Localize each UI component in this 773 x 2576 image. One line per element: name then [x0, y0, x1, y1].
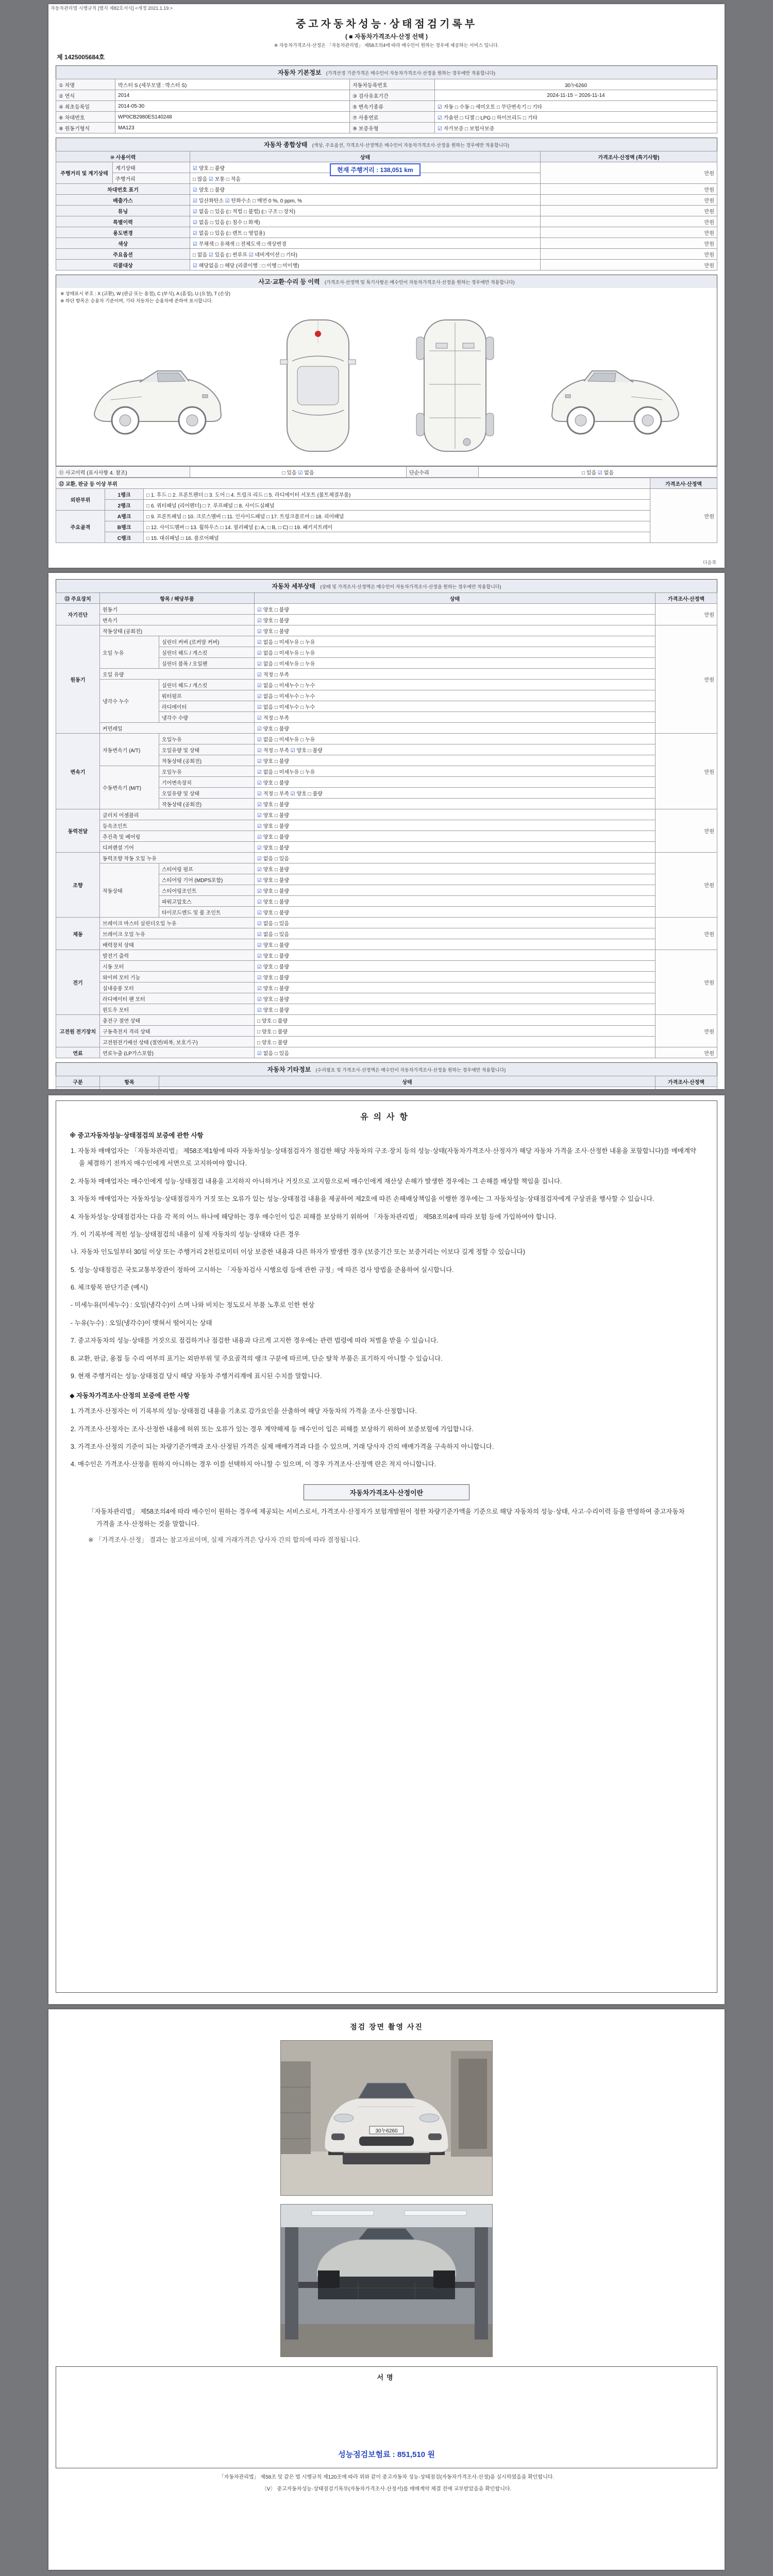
- basic-info-table: [56, 79, 717, 133]
- section-comprehensive-note: (색상, 주요옵션, 가격조사·산정액은 매수인이 자동차가격조사·산정을 원하는 경우에만 적용합니다): [312, 143, 510, 148]
- accident-legend: [56, 288, 717, 305]
- cell: □ 있음 ☑ 없음: [190, 467, 407, 478]
- appraisal-definition-note: ※ 「가격조사·산정」 결과는 참고자료이며, 실제 거래가격은 당사자 간의 합의에 따라 결정됩니다.: [88, 1536, 361, 1544]
- cell: 원동기: [56, 625, 100, 734]
- cell: 만원: [656, 734, 717, 809]
- notice-line: 3. 자동차 매매업자는 자동차성능·상태점검자가 거짓 또는 오류가 있는 성능·상태점검 내용을 제공하여 제2호에 따른 손해배상책임을 이행한 경우에는 그 자동차성능·상태점검자에게 구상권을 행사할 수 있습니다.: [71, 1195, 654, 1203]
- cell: ☑ 양호 □ 불량: [255, 777, 656, 788]
- cell: ⑩ 사용이력: [56, 151, 190, 162]
- cell: ☑ 양호 □ 불량: [255, 961, 656, 972]
- section-detail-header: [56, 579, 717, 592]
- cell: 발전기 출력: [100, 950, 255, 961]
- cell: 오일유량 및 상태: [159, 788, 255, 799]
- cell: ⑪ 사고이력 (표시사항 4. 참조): [56, 467, 190, 478]
- cell: 스티어링조인트: [159, 885, 255, 896]
- cell: 만원: [541, 227, 717, 238]
- cell: 조향: [56, 853, 100, 918]
- cell: [656, 1087, 717, 1090]
- cell: ☑ 양호 □ 불량: [255, 885, 656, 896]
- cell: □ 9. 프론트패널 □ 10. 크로스멤버 □ 11. 인사이드패널 □ 17. 트렁크플로어 □ 18. 리어패널: [144, 511, 650, 521]
- cell: 차대번호 표기: [56, 184, 190, 195]
- footer-line-2: 〔Ⅴ〕 중고자동차성능·상태점검기록부(자동차가격조사·산정서)를 매매계약 체결 전에 교부받았음을 확인합니다.: [261, 2486, 512, 2492]
- notice-line: 8. 교환, 판금, 용접 등 수리 여부의 표기는 외판부위 및 주요골격의 랭크 구분에 따르며, 단순 탈착 부품은 표기하지 아니할 수 있습니다.: [71, 1354, 443, 1362]
- cell: 만원: [541, 238, 717, 249]
- doc-subtitle: ( ■ 자동차가격조사·산정 선택 ): [345, 33, 428, 40]
- cell: ☑ 양호 □ 불량: [255, 604, 656, 615]
- cell: □ 12. 사이드멤버 □ 13. 휠하우스 □ 14. 필러패널 (□ A, □ B, □ C) □ 19. 패키지트레이: [144, 521, 650, 532]
- cell: 박스터 S (세부모델 : 박스터 S): [115, 79, 350, 90]
- cell: 1랭크: [105, 489, 144, 500]
- page-2: [48, 573, 725, 1089]
- cell: 만원: [541, 195, 717, 206]
- page-footer: 다음쪽: [702, 560, 716, 565]
- inspection-premium: 성능점검보험료 : 851,510 원: [338, 2450, 435, 2459]
- cell: 시동 모터: [100, 961, 255, 972]
- cell: 작동상태 (공회전): [159, 799, 255, 809]
- cell: ☑ 없음 □ 미세누수 □ 누수: [255, 701, 656, 712]
- cell: 충전구 절연 상태: [100, 1015, 255, 1026]
- cell: 작동상태: [100, 863, 159, 918]
- cell: ☑ 양호 □ 불량: [255, 842, 656, 853]
- cell: ☑ 없음 □ 미세누유 □ 누유: [255, 636, 656, 647]
- cell: ☑ 양호 □ 불량: [255, 723, 656, 734]
- cell: 변속기: [100, 615, 255, 625]
- cell: 라디에이터 팬 모터: [100, 993, 255, 1004]
- section-etc-title: 자동차 기타정보: [267, 1066, 311, 1073]
- section-comprehensive-header: [56, 138, 717, 151]
- section-accident-title: 사고·교환·수리 등 이력: [258, 278, 320, 285]
- cell: ⑫ 교환, 판금 등 이상 부위: [56, 478, 650, 489]
- cell: ☑ 양호 □ 불량: [255, 907, 656, 918]
- cell: 외판부위: [56, 489, 105, 511]
- cell: 연료: [56, 1047, 100, 1058]
- notice-subheading-1: ※ 중고자동차성능·상태점검의 보증에 관한 사항: [70, 1132, 204, 1139]
- cell: 실린더 헤드 / 개스킷: [159, 647, 255, 658]
- notice-subheading-2: ◆ 자동차가격조사·산정의 보증에 관한 사항: [70, 1392, 190, 1400]
- etc-info-table: [56, 1076, 717, 1089]
- cell: 30누6260: [435, 79, 717, 90]
- section-comprehensive-title: 자동차 종합상태: [263, 141, 308, 148]
- comprehensive-wrapper: [56, 151, 717, 270]
- cell: 만원: [541, 249, 717, 260]
- cell: 자기진단: [56, 604, 100, 625]
- cell: ☑ 없음 □ 있음: [255, 853, 656, 863]
- page-1: [48, 4, 725, 568]
- car-rear-side-diagram: [539, 313, 693, 457]
- cell: 파워고압호스: [159, 896, 255, 907]
- cell: 상태: [255, 593, 656, 604]
- cell: 만원: [656, 604, 717, 625]
- page-4: [48, 2009, 725, 2570]
- detail-state-table: [56, 592, 717, 1058]
- cell: □ 15. 대쉬패널 □ 16. 플로어패널: [144, 532, 650, 543]
- accident-history-table: [56, 466, 717, 478]
- cell: 실린더 블록 / 오일팬: [159, 658, 255, 669]
- notice-line: 3. 가격조사·산정의 기준이 되는 차량기준가액과 조사·산정된 가격은 실제 매매가격과 다를 수 있으며, 거래 당사자 간의 매매가격을 구속하지 아니합니다.: [71, 1443, 494, 1450]
- cell: 만원: [656, 625, 717, 734]
- cell: 만원: [650, 489, 717, 543]
- cell: A랭크: [105, 511, 144, 521]
- cell: □ 1. 후드 □ 2. 프론트펜더 □ 3. 도어 □ 4. 트렁크 리드 □ 5. 라디에이터 서포트 (볼트체결부품): [144, 489, 650, 500]
- cell: 고전원전기배선 상태 (절연/피복, 보호기구): [100, 1037, 255, 1047]
- cell: 주행거리: [113, 173, 190, 184]
- cell: ⑦ 사용연료: [350, 112, 435, 123]
- cell: ☑ 양호 □ 불량: [255, 615, 656, 625]
- cell: ☑ 없음 □ 있음: [255, 1047, 656, 1058]
- cell: 전기: [56, 950, 100, 1015]
- cell: 커먼레일: [100, 723, 255, 734]
- notice-line: 7. 중고자동차의 성능·상태를 거짓으로 점검하거나 점검한 내용과 다르게 고지한 경우에는 관련 법령에 따라 처벌을 받을 수 있습니다.: [71, 1337, 439, 1345]
- cell: 고전원 전기장치: [56, 1015, 100, 1047]
- cell: 클러치 어셈블리: [100, 809, 255, 820]
- cell: ☑ 없음 □ 미세누수 □ 누수: [255, 680, 656, 690]
- cell: ☑ 양호 □ 불량: [255, 755, 656, 766]
- cell: 등속조인트: [100, 820, 255, 831]
- cell: 상태: [159, 1076, 656, 1087]
- cell: ☑ 가솔린 □ 디젤 □ LPG □ 하이브리드 □ 기타: [435, 112, 717, 123]
- section-accident-note: (가격조사·산정액 및 특기사항은 매수인이 자동차가격조사·산정을 원하는 경우에만 적용합니다): [324, 280, 515, 285]
- notice-line: 9. 현재 주행거리는 성능·상태점검 당시 해당 자동차 주행거리계에 표시된 수치를 말합니다.: [71, 1372, 322, 1380]
- notice-line: 4. 매수인은 가격조사·산정을 원하지 아니하는 경우 이를 선택하지 아니할 수 있으며, 이 경우 가격조사·산정액 란은 적지 아니합니다.: [71, 1461, 436, 1468]
- cell: 원동기: [100, 604, 255, 615]
- cell: 구동축전지 격리 상태: [100, 1026, 255, 1037]
- cell: ☑ 양호 □ 불량: [255, 939, 656, 950]
- car-diagrams: [56, 305, 717, 466]
- cell: 배출가스: [56, 195, 190, 206]
- notice-line: 1. 자동차 매매업자는 「자동차관리법」 제58조제1항에 따라 자동차성능·상태점검자가 점검한 해당 자동차의 구조·장치 등의 성능·상태(자동차가격조사·산정자가 해당 자동차 가격을 조사·산정한 내용을 포함합니다)를 매매계약을 체결하기 전까지 매수인에게 서면으로 고지하여야 합니다.: [71, 1147, 697, 1167]
- section-detail-title: 자동차 세부상태: [272, 583, 315, 590]
- cell: ☑ 없음 □ 있음 (□ 적법 □ 불법) (□ 구조 □ 장치): [190, 206, 541, 216]
- doc-title-note: ※ 자동차가격조사·산정은 「자동차관리법」 제58조의4에 따라 매수인이 원하는 경우에 제공하는 서비스 입니다.: [274, 43, 499, 48]
- cell: ☑ 무채색 □ 유채색 □ 전체도색 □ 색상변경: [190, 238, 541, 249]
- cell: 스티어링 펌프: [159, 863, 255, 874]
- panel-rank-table: [56, 478, 717, 543]
- cell: ☑ 양호 □ 불량: [255, 982, 656, 993]
- cell: 튜닝: [56, 206, 190, 216]
- appraisal-definition-title: 자동차가격조사·산정이란: [304, 1484, 469, 1500]
- cell: ☑ 자동 □ 수동 □ 세미오토 □ 무단변속기 □ 기타: [435, 101, 717, 112]
- cell: ⑥ 차대번호: [56, 112, 115, 123]
- cell: 상태: [190, 151, 541, 162]
- accident-legend-line1: ※ 상태표시 부호 : X (교환), W (판금 또는 용접), C (부식), A (흠집), U (요철), T (손상): [60, 291, 230, 296]
- notice-list-2: [68, 1405, 705, 1471]
- cell: 오일 누유: [100, 636, 159, 669]
- cell: ☑ 양호 □ 불량: [255, 625, 656, 636]
- cell: 가격조사·산정액 (특기사항): [541, 151, 717, 162]
- notice-line: 1. 가격조사·산정자는 이 기록부의 성능·상태점검 내용을 기초로 감가요인을 산출하여 해당 자동차의 가격을 조사·산정합니다.: [71, 1408, 417, 1415]
- cell: ② 연식: [56, 90, 115, 101]
- cell: ⑨ 보증유형: [350, 123, 435, 133]
- cell: 계기상태: [113, 162, 190, 173]
- cell: ☑ 양호 □ 불량: [255, 831, 656, 842]
- cell: ☑ 해당없음 □ 해당 (리콜이행 : □ 이행 □ 미이행): [190, 260, 541, 270]
- cell: ☑ 없음 □ 미세누수 □ 누수: [255, 690, 656, 701]
- cell: 특별이력: [56, 216, 190, 227]
- footer-line-1: 「자동차관리법」 제58조 및 같은 법 시행규칙 제120조에 따라 위와 같이 중고자동차 성능·상태점검(자동차가격조사·산정)을 실시하였음을 확인합니다.: [219, 2475, 554, 2480]
- section-etc-header: [56, 1062, 717, 1076]
- cell: 수동변속기 (M/T): [100, 766, 159, 809]
- cell: 용도변경: [56, 227, 190, 238]
- damage-mark: [315, 331, 321, 337]
- cell: ☑ 없음 □ 미세누유 □ 누유: [255, 647, 656, 658]
- cell: ① 차명: [56, 79, 115, 90]
- cell: ☑ 적정 □ 부족 ☑ 양호 □ 불량: [255, 788, 656, 799]
- cell: ③ 검사유효기간: [350, 90, 435, 101]
- cell: □ 없음 ☑ 있음 (□ 썬루프 ☑ 네비게이션 □ 기타): [190, 249, 541, 260]
- cell: 만원: [541, 162, 717, 184]
- cell: 구분: [56, 1076, 100, 1087]
- cell: 만원: [656, 809, 717, 853]
- notice-line: 6. 체크항목 판단기준 (예시): [71, 1284, 148, 1291]
- signature-box: [56, 2366, 717, 2468]
- cell: 2024-11-15 ~ 2026-11-14: [435, 90, 717, 101]
- cell: 제동: [56, 918, 100, 950]
- car-top-diagram: [264, 312, 372, 459]
- car-underbody-diagram: [401, 312, 509, 459]
- cell: 만원: [656, 853, 717, 918]
- notice-box: [56, 1100, 717, 1993]
- cell: ⑧ 원동기형식: [56, 123, 115, 133]
- notice-line: 가. 이 기록부에 적힌 성능·상태점검의 내용이 실제 자동차의 성능·상태와 다른 경우: [71, 1230, 300, 1238]
- cell: [56, 1087, 100, 1090]
- notice-line: - 누유(누수) : 오일(냉각수)이 맺혀서 떨어지는 상태: [71, 1319, 212, 1327]
- section-basic-title: 자동차 기본정보: [277, 69, 322, 76]
- cell: 단순수리: [407, 467, 479, 478]
- cell: 브레이크 오일 누유: [100, 928, 255, 939]
- cell: □ 양호 □ 불량: [255, 1026, 656, 1037]
- cell: B랭크: [105, 521, 144, 532]
- notice-line: - 미세누유(미세누수) : 오일(냉각수)이 스며 나와 비치는 정도로서 부품 노후로 인한 현상: [71, 1301, 315, 1309]
- cell: ☑ 양호 □ 불량: [255, 896, 656, 907]
- cell: ☑ 양호 □ 불량: [255, 972, 656, 982]
- section-detail-note: (상태 및 가격조사·산정액은 매수인이 자동차가격조사·산정을 원하는 경우에만 적용합니다): [320, 584, 501, 589]
- cell: 작동상태 (공회전): [100, 625, 255, 636]
- doc-title: 중고자동차성능·상태점검기록부: [295, 19, 478, 30]
- cell: 주요옵션: [56, 249, 190, 260]
- cell: C랭크: [105, 532, 144, 543]
- cell: ☑ 일산화탄소 ☑ 탄화수소 □ 매연 0 %, 0 ppm, %: [190, 195, 541, 206]
- cell: □ 있음 ☑ 없음: [479, 467, 717, 478]
- cell: 2랭크: [105, 500, 144, 511]
- accident-legend-line2: ※ 하단 항목은 승용차 기준이며, 기타 자동차는 승용차에 준하여 표시합니다.: [60, 298, 213, 303]
- cell: □ 양호 □ 불량: [255, 1037, 656, 1047]
- cell: 만원: [656, 1047, 717, 1058]
- cell: 실린더 헤드 / 개스킷: [159, 680, 255, 690]
- cell: 색상: [56, 238, 190, 249]
- notice-line: 5. 성능·상태점검은 국토교통부장관이 정하여 고시하는 「자동차검사 시행요령 등에 관한 규정」에 따른 검사 방법을 준용하여 실시합니다.: [71, 1266, 454, 1274]
- license-plate-text: 30누6260: [375, 2128, 398, 2134]
- cell: 만원: [541, 260, 717, 270]
- cell: 자동차등록번호: [350, 79, 435, 90]
- cell: 라디에이터: [159, 701, 255, 712]
- cell: 가격조사·산정액: [656, 593, 717, 604]
- cell: ☑ 양호 □ 불량: [255, 993, 656, 1004]
- cell: WP0CB2980ES140248: [115, 112, 350, 123]
- cell: 스티어링 기어 (MDPS포함): [159, 874, 255, 885]
- page-3: [48, 1095, 725, 2004]
- cell: 냉각수 수량: [159, 712, 255, 723]
- cell: 오일 유량: [100, 669, 255, 680]
- cell: 작동상태 (공회전): [159, 755, 255, 766]
- cell: ⑤ 변속기종류: [350, 101, 435, 112]
- cell: 만원: [656, 1015, 717, 1047]
- notice-title: 유의사항: [360, 1113, 413, 1122]
- cell: ☑ 없음 □ 있음 (□ 렌트 □ 영업용): [190, 227, 541, 238]
- cell: 냉각수 누수: [100, 680, 159, 723]
- notice-line: 2. 가격조사·산정자는 조사·산정한 내용에 허위 또는 오류가 있는 경우 계약해제 등 매수인이 입은 피해를 보상하기 위하여 보증보험에 가입합니다.: [71, 1425, 474, 1433]
- inspection-photo-lift: [280, 2204, 493, 2357]
- cell: 2014: [115, 90, 350, 101]
- cell: 만원: [541, 216, 717, 227]
- section-basic-note: (가격산정 기준가격은 매수인이 자동차가격조사·산정을 원하는 경우에만 적용합니다): [326, 71, 496, 76]
- cell: ☑ 자가보증 □ 보험사보증: [435, 123, 717, 133]
- cell: 동력조향 작동 오일 누유: [100, 853, 255, 863]
- doc-number: 제 1425005684호: [57, 54, 105, 61]
- cell: ☑ 없음 □ 미세누유 □ 누유: [255, 658, 656, 669]
- section-basic-header: [56, 65, 717, 79]
- cell: ☑ 적정 □ 부족: [255, 669, 656, 680]
- cell: ☑ 양호 □ 불량: [255, 809, 656, 820]
- cell: 주요골격: [56, 511, 105, 543]
- section-accident-header: [56, 275, 717, 288]
- cell: 주행거리 및 계기상태: [56, 162, 113, 184]
- cell: ☑ 없음 □ 있음: [255, 918, 656, 928]
- cell: ☑ 양호 □ 불량: [255, 874, 656, 885]
- cell: □ 많음 ☑ 보통 □ 적음: [190, 173, 541, 184]
- cell: □ 6. 쿼터패널 (리어펜더) □ 7. 루프패널 □ 8. 사이드실패널: [144, 500, 650, 511]
- appraisal-definition-text: 「자동차관리법」 제58조의4에 따라 매수인이 원하는 경우에 제공되는 서비스로서, 가격조사·산정자가 보험개발원이 정한 차량기준가액을 기준으로 해당 자동차의 성능·상태, 사고·수리이력 등을 반영하여 중고자동차 가격을 조사·산정하는 것을 말합니다.: [88, 1507, 685, 1528]
- cell: 실내송풍 모터: [100, 982, 255, 993]
- cell: 연료누출 (LP가스포함): [100, 1047, 255, 1058]
- cell: MA123: [115, 123, 350, 133]
- notice-list-1: [68, 1145, 705, 1382]
- print-header: 자동차관리법 시행규칙 [별지 제82호서식] <개정 2021.1.19.>: [51, 6, 173, 11]
- cell: ☑ 적정 □ 부족: [255, 712, 656, 723]
- cell: 와이퍼 모터 기능: [100, 972, 255, 982]
- cell: 만원: [541, 184, 717, 195]
- cell: ☑ 양호 □ 불량: [255, 799, 656, 809]
- signature-title: 서명: [377, 2374, 396, 2381]
- cell: ☑ 양호 □ 불량: [255, 820, 656, 831]
- inspection-photo-front: [280, 2040, 493, 2196]
- cell: 2014-05-30: [115, 101, 350, 112]
- cell: ☑ 없음 □ 있음: [255, 928, 656, 939]
- cell: 타이로드엔드 및 볼 조인트: [159, 907, 255, 918]
- cell: 디퍼렌셜 기어: [100, 842, 255, 853]
- cell: ☑ 양호 □ 불량: [255, 1004, 656, 1015]
- cell: 만원: [541, 206, 717, 216]
- cell: 오일누유: [159, 766, 255, 777]
- cell: 만원: [656, 950, 717, 1015]
- cell: [100, 1087, 159, 1090]
- photo-section-title: 점검 장면 촬영 사진: [350, 2023, 423, 2031]
- cell: 실린더 커버 (로커암 커버): [159, 636, 255, 647]
- cell: 자동변속기 (A/T): [100, 734, 159, 766]
- cell: 오일누유: [159, 734, 255, 744]
- cell: 항목 / 해당부품: [100, 593, 255, 604]
- notice-line: 2. 자동차 매매업자는 매수인에게 성능·상태점검 내용을 고지하지 아니하거나 거짓으로 고지함으로써 매수인에게 재산상 손해가 발생한 경우에는 그 손해를 배상할 책임을 집니다.: [71, 1177, 562, 1185]
- current-mileage-badge: 현재 주행거리 : 138,051 km: [330, 163, 421, 176]
- cell: 리콜대상: [56, 260, 190, 270]
- notice-line: 4. 자동차성능·상태점검자는 다음 각 목의 어느 하나에 해당하는 경우 매수인이 입은 피해를 보상하기 위하여 「자동차관리법」 제58조의4에 따라 보험 등에 가입하여야 합니다.: [71, 1213, 557, 1221]
- cell: 추진축 및 베어링: [100, 831, 255, 842]
- cell: 워터펌프: [159, 690, 255, 701]
- cell: ☑ 없음 □ 미세누유 □ 누유: [255, 734, 656, 744]
- cell: ☑ 적정 □ 부족 ☑ 양호 □ 불량: [255, 744, 656, 755]
- cell: 오일유량 및 상태: [159, 744, 255, 755]
- notice-line: 나. 자동차 인도일부터 30일 이상 또는 주행거리 2천킬로미터 이상 보증한 내용과 다른 하자가 발생한 경우 (보증기간 또는 보증거리는 이보다 길게 정할 수 있습니다): [71, 1248, 525, 1256]
- cell: 브레이크 마스터 실린더오일 누유: [100, 918, 255, 928]
- cell: 윈도우 모터: [100, 1004, 255, 1015]
- cell: ☑ 양호 □ 불량: [255, 863, 656, 874]
- cell: ☑ 양호 □ 불량: [255, 950, 656, 961]
- cell: ☑ 없음 □ 미세누유 □ 누유: [255, 766, 656, 777]
- cell: ④ 최초등록일: [56, 101, 115, 112]
- cell: ⑬ 주요장치: [56, 593, 100, 604]
- cell: ☑ 양호 □ 불량: [190, 184, 541, 195]
- cell: □ 양호 □ 불량: [255, 1015, 656, 1026]
- cell: 항목: [100, 1076, 159, 1087]
- cell: ☑ 양호 □ 불량: [190, 162, 541, 173]
- cell: 가격조사·산정액: [656, 1076, 717, 1087]
- cell: 기어변속장치: [159, 777, 255, 788]
- cell: 가격조사·산정액: [650, 478, 717, 489]
- cell: 동력전달: [56, 809, 100, 853]
- cell: 만원: [656, 918, 717, 950]
- cell: ☑ 없음 □ 있음 (□ 침수 □ 화재): [190, 216, 541, 227]
- cell: [159, 1087, 656, 1090]
- car-side-front-diagram: [80, 313, 234, 457]
- cell: 변속기: [56, 734, 100, 809]
- section-etc-note: (수리필요 및 가격조사·산정액은 매수인이 자동차가격조사·산정을 원하는 경우에만 적용합니다): [315, 1067, 506, 1073]
- cell: 배력장치 상태: [100, 939, 255, 950]
